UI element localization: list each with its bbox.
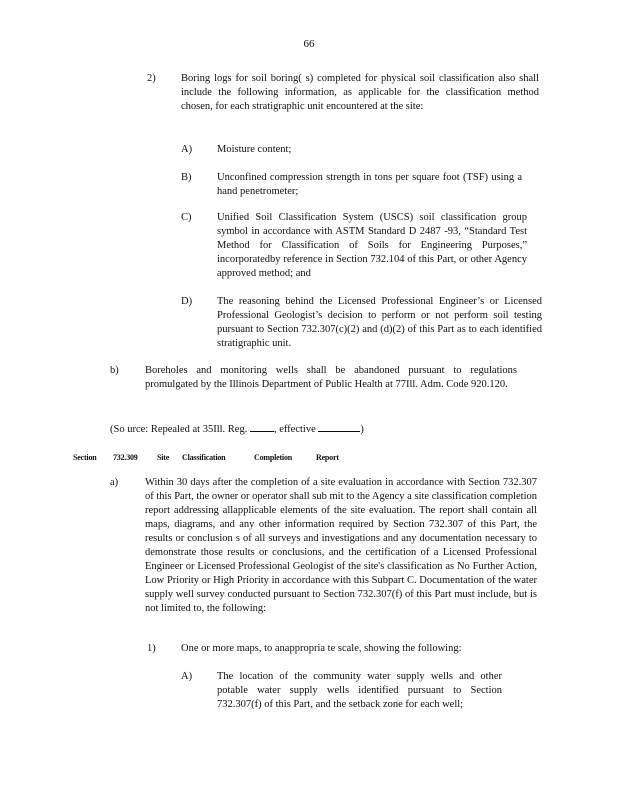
item-1-label: 1) (147, 643, 156, 654)
item-2C-text: Unified Soil Classification System (USCS) soil classification group symbol in accordance with ASTM Standard D 2487 -93, “Standard Test Method for Classification of Soils for Engineering Purposes,” incorporatedby reference in Section 732.104 of this Part, or other Agency approved method; and (217, 212, 527, 279)
item-2B-label: B) (181, 172, 192, 183)
section-title-word-1: Site (157, 453, 170, 462)
section-word: Section (73, 453, 97, 462)
item-2A-label: A) (181, 144, 193, 155)
item-2-text: Boring logs for soil boring( s) completed for physical soil classification also shall include the following information, as applicable for the classification method chosen, for each stratigraphic unit encountered at the site: (181, 73, 539, 112)
item-2B-text: Unconfined compression strength in tons per square foot (TSF) using a hand penetrometer; (217, 172, 522, 197)
source-note-blank-2 (318, 421, 360, 432)
item-a-label: a) (110, 477, 119, 488)
item-2A-text: Moisture content; (217, 144, 292, 155)
item-1A-text: The location of the community water supply wells and other potable water supply wells identified pursuant to Section 732.307(f) of this Part, and the setback zone for each well; (217, 671, 502, 710)
section-title-word-3: Completion (254, 453, 293, 462)
section-title-word-2: Classification (182, 453, 226, 462)
item-2C-label: C) (181, 212, 192, 223)
section-title-word-4: Report (316, 453, 339, 462)
section-number: 732.309 (113, 453, 138, 462)
item-1A-label: A) (181, 671, 193, 682)
item-2D-text: The reasoning behind the Licensed Professional Engineer’s or Licensed Professional Geologist’s decision to perform or not perform soil testing pursuant to Section 732.307(c)(2) and (d)(2) of this Part as to each identified stratigraphic unit. (217, 296, 542, 349)
item-b-text: Boreholes and monitoring wells shall be abandoned pursuant to regulations promulgated by the Illinois Department of Public Health at 77Ill. Adm. Code 920.120. (145, 365, 517, 390)
source-note-prefix: (So urce: Repealed at 35Ill. Reg. (110, 424, 248, 435)
item-2-label: 2) (147, 73, 156, 84)
source-note (110, 421, 364, 437)
source-note-middle: , effective (273, 424, 316, 435)
source-note-blank-1 (250, 421, 274, 432)
page-number: 66 (303, 38, 315, 50)
item-2D-label: D) (181, 296, 193, 307)
item-b-label: b) (110, 365, 119, 376)
item-a-text: Within 30 days after the completion of a site evaluation in accordance with Section 732.307 of this Part, the owner or operator shall sub mit to the Agency a site classification completion report addressing allapplicable elements of the site evaluation. The report shall contain all maps, diagrams, and any other information required by Section 732.307 of this Part, the results or conclusion s of all surveys and investigations and any documentation necessary to demonstrate those results or conclusions, and the certification of a Licensed Professional Engineer or Licensed Professional Geologist of the site's classification as No Further Action, Low Priority or High Priority in accordance with this Subpart C. Documentation of the water supply well survey conducted pursuant to Section 732.307(f) of this Part must include, but is not limited to, the following: (145, 477, 537, 614)
item-1-text: One or more maps, to anappropria te scale, showing the following: (181, 643, 462, 654)
source-note-suffix: ) (360, 424, 364, 435)
